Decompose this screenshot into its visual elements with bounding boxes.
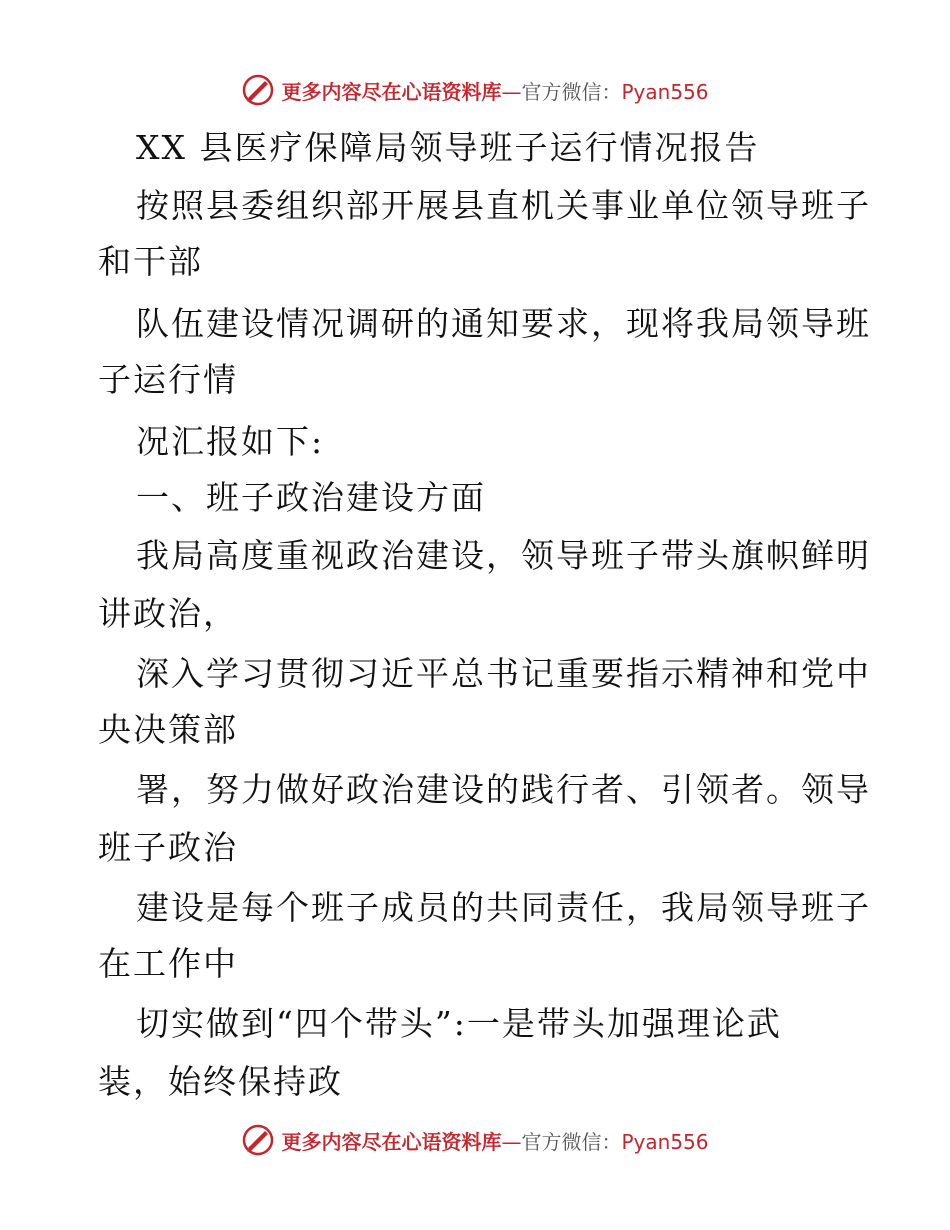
watermark-dash: — — [501, 79, 522, 104]
text-line: 深入学习贯彻习近平总书记重要指示精神和党中 — [136, 654, 871, 693]
watermark-slogan: 更多内容尽在心语资料库 — [281, 79, 502, 104]
text-line: 建设是每个班子成员的共同责任，我局领导班子 — [136, 888, 871, 927]
header-watermark — [0, 70, 950, 110]
text-line: 讲政治， — [98, 594, 238, 633]
text-line: 班子政治 — [98, 828, 238, 867]
text-line: 装，始终保持政 — [98, 1062, 343, 1101]
watermark-text — [281, 1126, 708, 1155]
text-line: 切实做到“四个带头”:一是带头加强理论武 — [136, 1004, 782, 1043]
watermark-dash: — — [501, 1129, 522, 1154]
document-title: XX 县医疗保障局领导班子运行情况报告 — [136, 128, 760, 167]
text-line: 央决策部 — [98, 710, 238, 749]
quill-logo-icon — [241, 73, 275, 107]
text-line: 和干部 — [98, 242, 203, 281]
footer-watermark — [0, 1120, 950, 1160]
text-line: 在工作中 — [98, 944, 238, 983]
quill-logo-icon — [241, 1123, 275, 1157]
watermark-label: 官方微信： — [521, 79, 622, 104]
section-heading: 一、班子政治建设方面 — [136, 478, 486, 517]
watermark-wechat-id: Pyan556 — [621, 1129, 709, 1154]
watermark-text — [281, 76, 708, 105]
watermark-slogan: 更多内容尽在心语资料库 — [281, 1129, 502, 1154]
watermark-wechat-id: Pyan556 — [621, 79, 709, 104]
text-line: 况汇报如下: — [136, 422, 325, 461]
text-line: 子运行情 — [98, 360, 238, 399]
watermark-label: 官方微信： — [521, 1129, 622, 1154]
text-line: 按照县委组织部开展县直机关事业单位领导班子 — [136, 186, 871, 225]
text-line: 我局高度重视政治建设，领导班子带头旗帜鲜明 — [136, 536, 871, 575]
text-line: 署，努力做好政治建设的践行者、引领者。领导 — [136, 770, 871, 809]
text-line: 队伍建设情况调研的通知要求，现将我局领导班 — [136, 304, 871, 343]
